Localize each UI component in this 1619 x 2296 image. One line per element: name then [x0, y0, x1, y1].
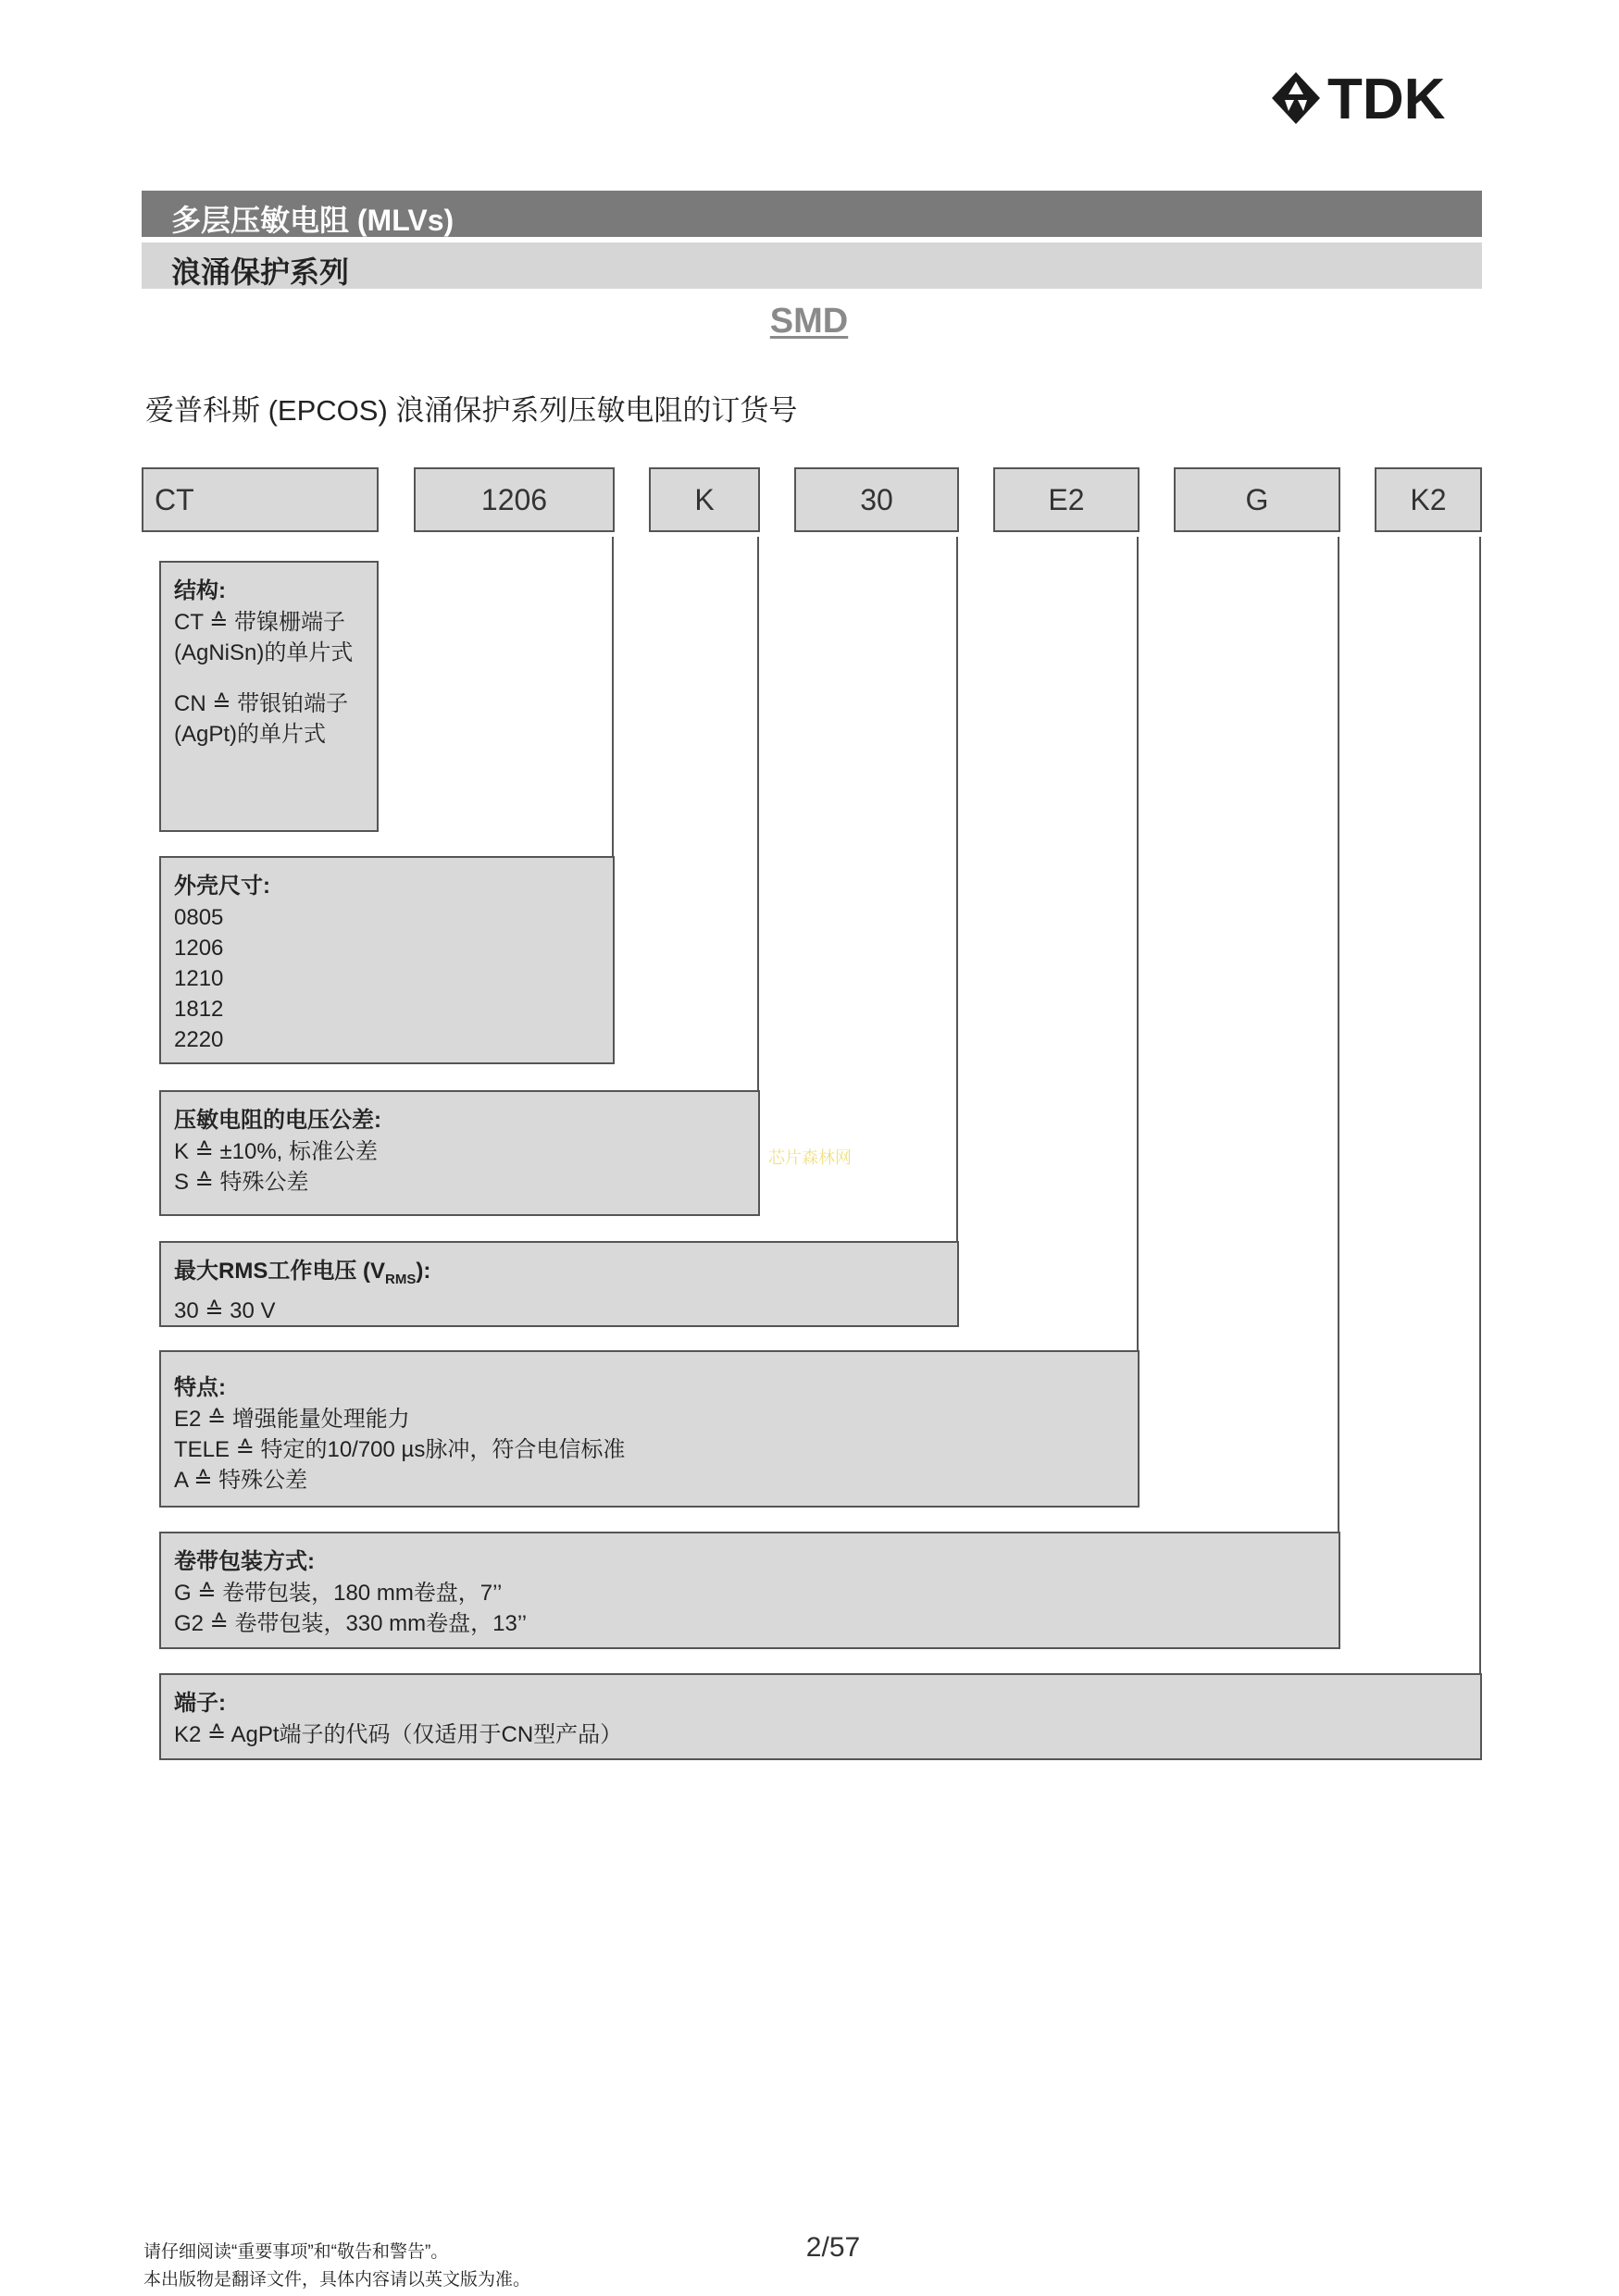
connector-line-packaging: [1338, 537, 1339, 1532]
code-box-structure: CT: [142, 467, 379, 532]
structure-title: 结构:: [174, 578, 226, 603]
features-title: 特点:: [174, 1375, 226, 1400]
packaging-line: G ≙ 卷带包装，180 mm卷盘，7’’: [174, 1581, 503, 1606]
case-size-line: 1812: [174, 997, 224, 1022]
subtitle-band: [142, 242, 1482, 289]
structure-line: CN ≙ 带银铂端子: [174, 691, 349, 716]
case-size-title: 外壳尺寸:: [174, 874, 270, 899]
features-line: E2 ≙ 增强能量处理能力: [174, 1407, 410, 1432]
page-heading: 爱普科斯 (EPCOS) 浪涌保护系列压敏电阻的订货号: [145, 394, 798, 427]
code-box-packaging: G: [1174, 467, 1340, 532]
tdk-logo: [1270, 70, 1492, 126]
footer-translation-note: 本出版物是翻译文件，具体内容请以英文版为准。: [143, 2270, 531, 2290]
features-block: [159, 1350, 1140, 1508]
case-size-line: 1210: [174, 966, 224, 991]
code-box-terminal: K2: [1375, 467, 1482, 532]
code-box-features: E2: [993, 467, 1140, 532]
tolerance-block: [159, 1090, 760, 1216]
terminal-block: [159, 1673, 1482, 1760]
terminal-line: K2 ≙ AgPt端子的代码（仅适用于CN型产品）: [174, 1722, 623, 1747]
case-size-line: 0805: [174, 905, 224, 930]
section-title: 多层压敏电阻 (MLVs): [171, 204, 455, 237]
case-size-line: 2220: [174, 1027, 224, 1052]
packaging-block: [159, 1532, 1340, 1649]
case-size-block: [159, 856, 615, 1064]
tolerance-line: S ≙ 特殊公差: [174, 1170, 309, 1195]
structure-line: (AgNiSn)的单片式: [174, 640, 354, 665]
code-box-tolerance: K: [649, 467, 760, 532]
features-line: A ≙ 特殊公差: [174, 1468, 308, 1493]
structure-block: [159, 561, 379, 832]
vrms-line: 30 ≙ 30 V: [174, 1297, 276, 1323]
code-box-case-size: 1206: [414, 467, 615, 532]
terminal-title: 端子:: [174, 1691, 226, 1716]
title-band: [142, 191, 1482, 237]
packaging-title: 卷带包装方式:: [174, 1549, 315, 1574]
tolerance-line: K ≙ ±10%, 标准公差: [174, 1139, 378, 1164]
logo-text: TDK: [1327, 70, 1446, 126]
footer-notice: 请仔细阅读“重要事项”和“敬告和警告”。: [143, 2242, 449, 2262]
connector-line-case-size: [612, 537, 614, 856]
vrms-title: 最大RMS工作电压 $(V_{RMS})$:: [174, 1259, 431, 1287]
connector-line-features: [1137, 537, 1139, 1351]
code-box-vrms: 30: [794, 467, 959, 532]
structure-line: (AgPt)的单片式: [174, 722, 327, 747]
connector-line-tolerance: [757, 537, 759, 1092]
vrms-block: [159, 1241, 959, 1327]
structure-line: CT ≙ 带镍栅端子: [174, 610, 346, 635]
smd-label: SMD: [769, 302, 849, 341]
tdk-logo-icon: [1270, 70, 1492, 126]
features-line: TELE ≙ 特定的10/700 µs脉冲，符合电信标准: [174, 1437, 626, 1462]
page-number: 2/57: [805, 2232, 861, 2263]
connector-line-vrms: [956, 537, 958, 1243]
connector-line-terminal: [1479, 537, 1481, 1675]
packaging-line: G2 ≙ 卷带包装，330 mm卷盘，13’’: [174, 1611, 528, 1636]
case-size-line: 1206: [174, 936, 224, 961]
section-subtitle: 浪涌保护系列: [171, 255, 350, 289]
tolerance-title: 压敏电阻的电压公差:: [174, 1108, 381, 1133]
watermark: 芯片森林网: [768, 1148, 852, 1167]
